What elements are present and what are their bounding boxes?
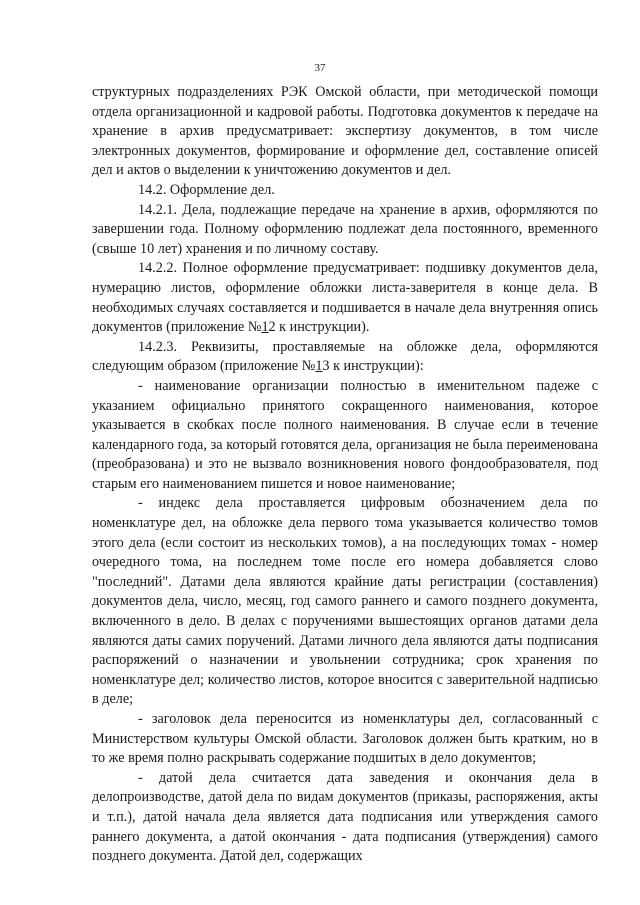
page-number: 37: [314, 62, 326, 74]
paragraph-14-2-1: 14.2.1. Дела, подлежащие передаче на хранение в архив, оформляются по завершении года. Полному оформлению подлежат дела постоянного, временного (свыше 10 лет) хранения и по личному составу.: [92, 201, 598, 257]
section-heading-14-2: 14.2. Оформление дел.: [138, 181, 275, 198]
document-body: [92, 83, 598, 867]
paragraph-14-2-3-end: 3 к инструкции):: [322, 358, 424, 375]
appendix-number-underlined: 1: [261, 319, 269, 336]
appendix-number-underlined: 1: [315, 358, 323, 375]
list-item-case-date: - датой дела считается дата заведения и окончания дела в делопроизводстве, датой дела по видам документов (приказы, распоряжения, акты и т.п.), датой начала дела является дата подписания или утверждения самого раннего документа, а датой окончания - дата подписания (утверждения) самого позднего документа. Датой дел, содержащих: [92, 769, 598, 865]
paragraph-14-2-3: [92, 338, 598, 377]
paragraph-intro: структурных подразделениях РЭК Омской области, при методической помощи отдела организационной и кадровой работы. Подготовка документов к передаче на хранение в архив предусматривает: экспертизу документов, в том числе электронных документов, формирование и оформление дел, составление описей дел и актов о выделении к уничтожению документов и дел.: [92, 84, 598, 179]
paragraph-14-2-2: [92, 259, 598, 337]
list-item-case-index: - индекс дела проставляется цифровым обозначением дела по номенклатуре дел, на обложке дела первого тома указывается количество томов этого дела (если состоит из нескольких томов), а на последующих томах - номер очередного тома, на последнем томе после его номера добавляется слово "последний". Датами дела являются крайние даты регистрации (составления) документов дела, число, месяц, год самого раннего и самого позднего документа, включенного в дело. В делах с поручениями вышестоящих органов датами дела являются даты самих поручений. Датами личного дела являются даты подписания распоряжений о назначении и увольнении сотрудника; срок хранения по номенклатуре дел; количество листов, которое вносится с заверительной надписью в деле;: [92, 495, 598, 708]
list-item-case-title: - заголовок дела переносится из номенклатуры дел, согласованный с Министерством культуры Омской области. Заголовок должен быть кратким, но в то же время полно раскрывать содержание подшитых в дело документов;: [92, 711, 598, 767]
paragraph-14-2-2-text: 14.2.2. Полное оформление предусматривает: подшивку документов дела, нумерацию листов, оформление обложки листа-заверителя в конце дела. В необходимых случаях составляется и подшивается в начале дела внутренняя опись документов (приложение №: [92, 260, 598, 336]
list-item-organization-name: - наименование организации полностью в именительном падеже с указанием официально принятого сокращенного наименования, которое указывается в скобках после полного наименования. В случае если в течение календарного года, за который готовятся дела, организация не была переименована (преобразована) и это не вызвало возникновения нового фондообразователя, под старым его наименованием пишется и новое наименование;: [92, 377, 598, 492]
paragraph-14-2-2-end: 2 к инструкции).: [268, 319, 370, 336]
paragraph-14-2-3-text: 14.2.3. Реквизиты, проставляемые на обложке дела, оформляются следующим образом (приложение №: [92, 338, 598, 375]
